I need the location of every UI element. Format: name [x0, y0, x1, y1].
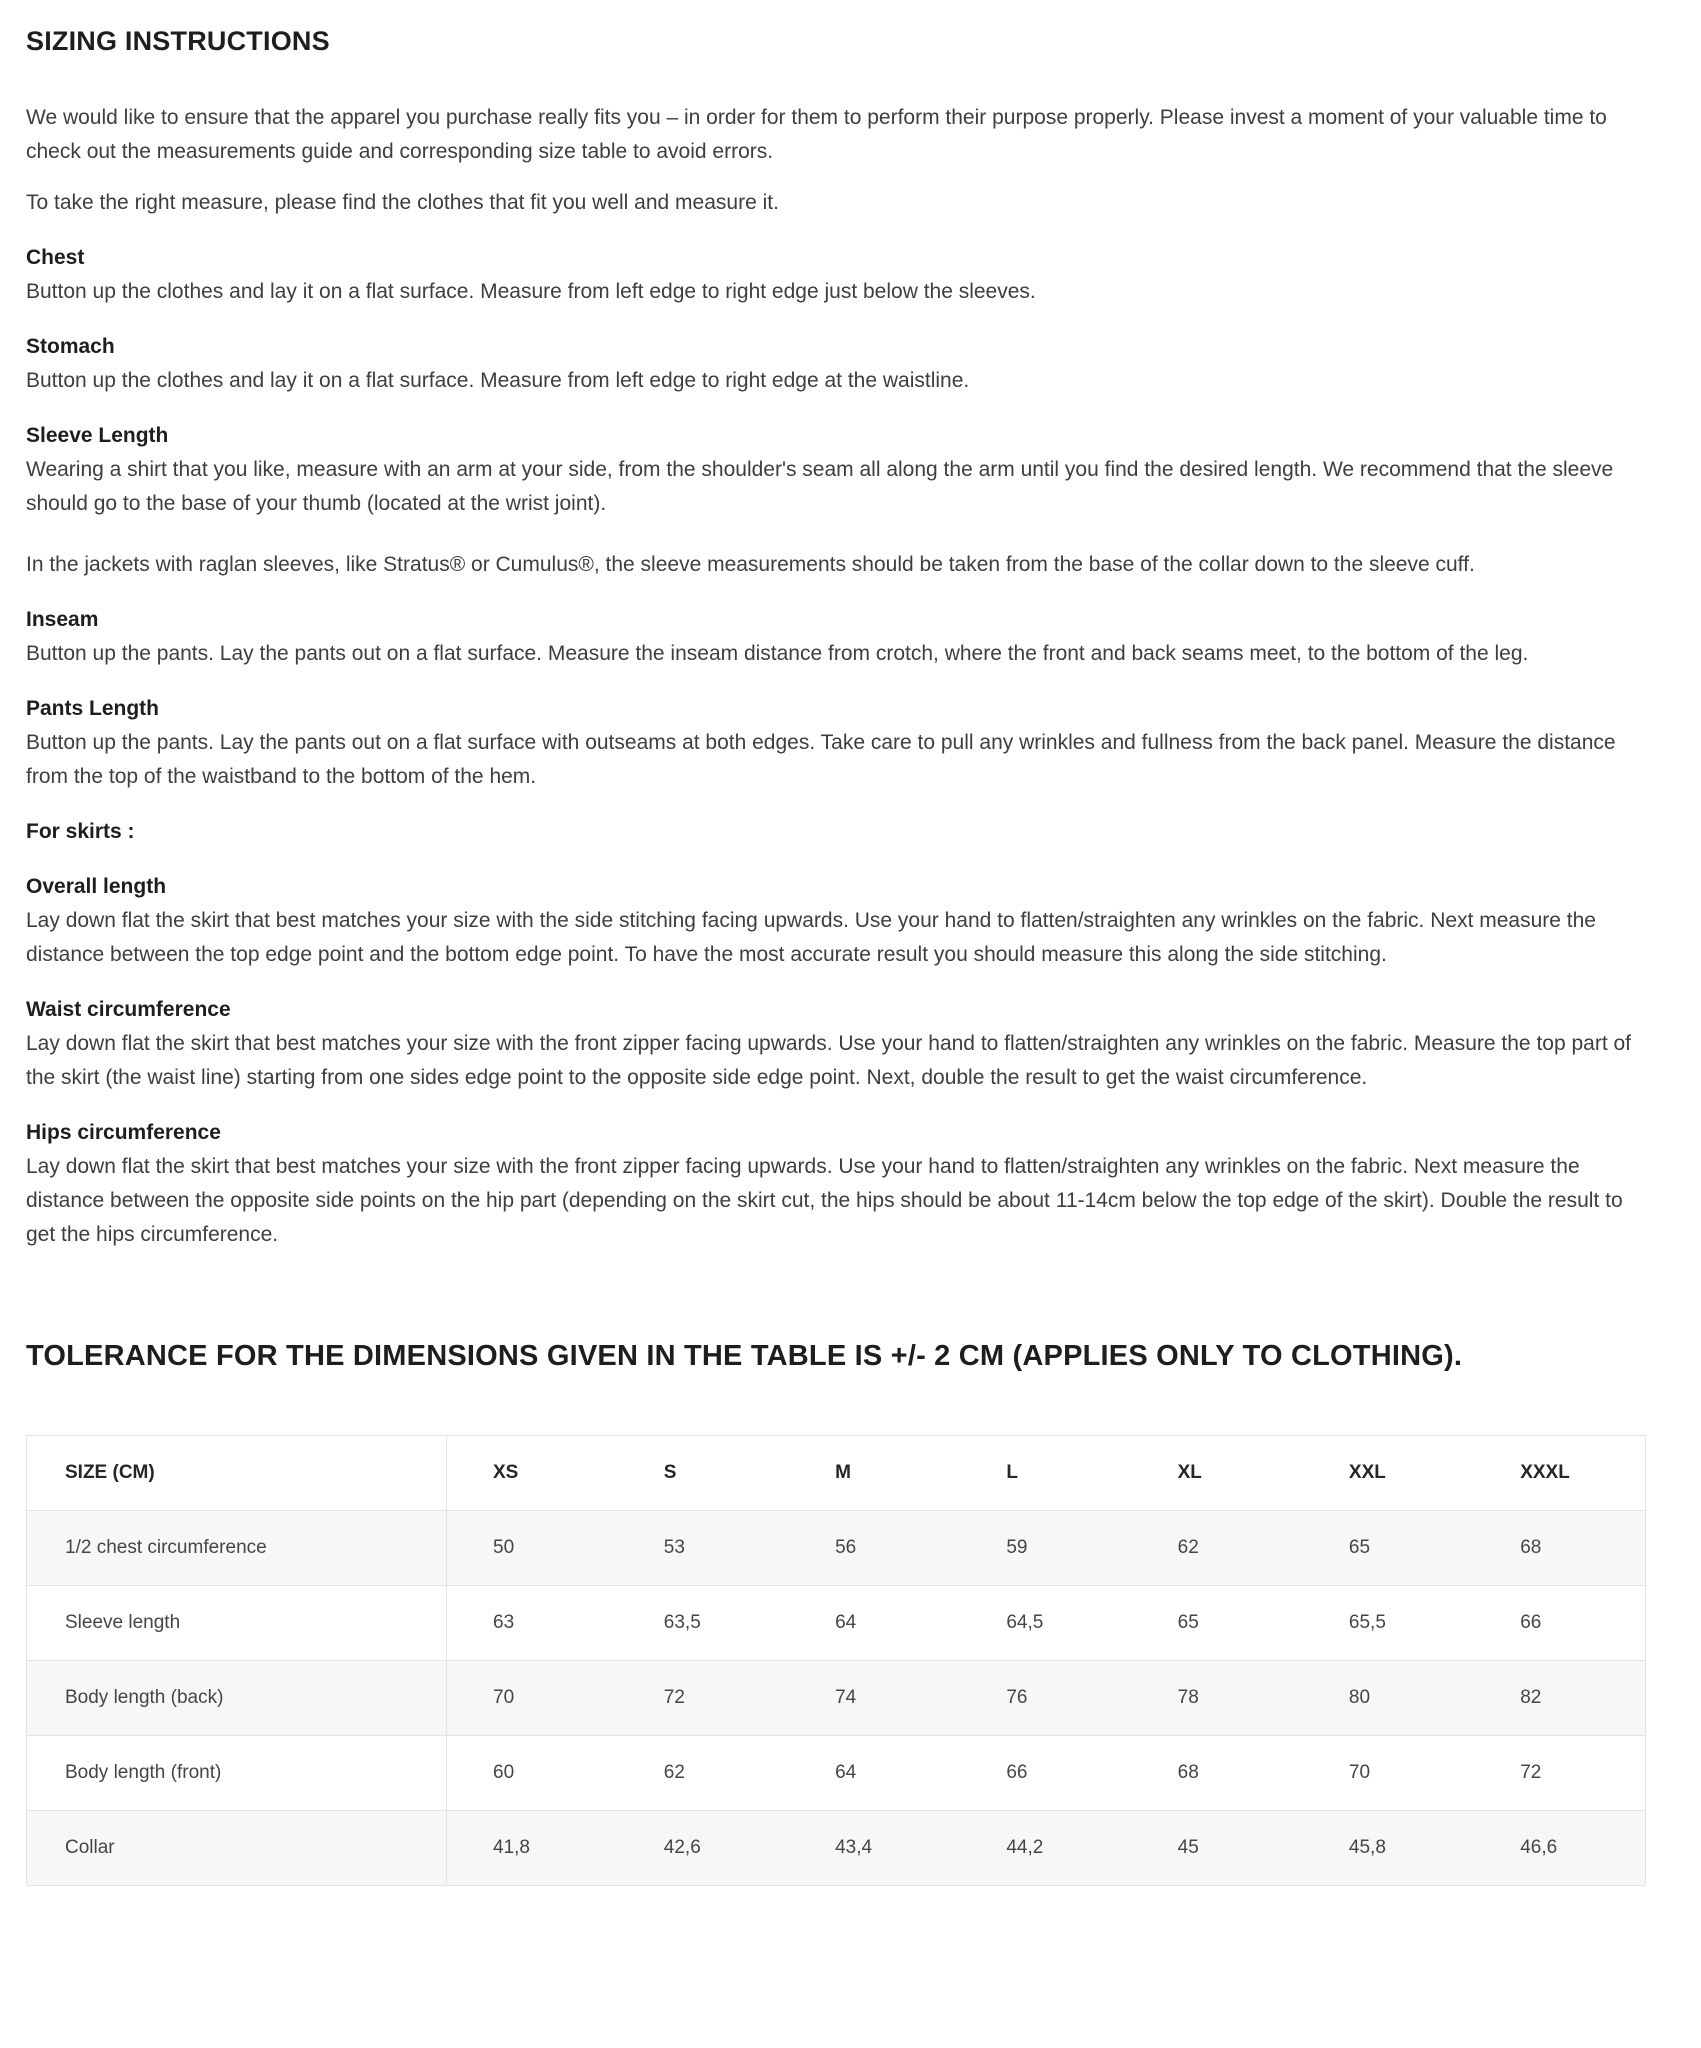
section-body: Wearing a shirt that you like, measure with an arm at your side, from the shoulder's seam all along the arm until you find the desired length. We recommend that the sleeve should go to the base of your thumb (located at the wrist joint). — [26, 458, 1614, 516]
measurement-value: 64,5 — [1006, 1612, 1044, 1634]
measurement-value: 68 — [1177, 1762, 1199, 1784]
section-body: Lay down flat the skirt that best matches your size with the front zipper facing upwards. Use your hand to flatten/straighten any wrinkles on the fabric. Measure the top part of the skirt (the waist line) starting from one sides edge point to the opposite side edge point. Next, double the result to get the waist circumference. — [26, 1032, 1632, 1090]
measurement-value: 65 — [1177, 1612, 1199, 1634]
instruction-section — [26, 419, 1646, 521]
measurement-value: 56 — [835, 1537, 857, 1559]
size-column-header: S — [663, 1462, 677, 1484]
section-heading: Pants Length — [26, 697, 160, 721]
measurement-value: 70 — [1348, 1762, 1371, 1784]
section-body: Button up the clothes and lay it on a flat surface. Measure from left edge to right edge at the waistline. — [26, 369, 970, 393]
measurement-value: 72 — [663, 1687, 685, 1709]
section-body: Lay down flat the skirt that best matches your size with the front zipper facing upwards. Use your hand to flatten/straighten any wrinkles on the fabric. Next measure the distance between the opposite side points on the hip part (depending on the skirt cut, the hips should be about 11-14cm below the top edge of the skirt). Double the result to get the hips circumference. — [26, 1155, 1623, 1247]
instruction-section — [26, 993, 1646, 1095]
instruction-section — [26, 1116, 1646, 1252]
intro-paragraph-1: We would like to ensure that the apparel you purchase really fits you – in order for them to perform their purpose properly. Please invest a moment of your valuable time to check out the measurements guide and corresponding size table to avoid errors. — [26, 106, 1607, 164]
measurement-label: Body length (front) — [27, 1736, 447, 1811]
size-column-header: XS — [493, 1462, 519, 1484]
measurement-value: 59 — [1006, 1537, 1028, 1559]
measurement-value: 76 — [1006, 1687, 1028, 1709]
measurement-label: Collar — [27, 1811, 447, 1886]
page-title: SIZING INSTRUCTIONS — [26, 26, 330, 56]
size-table — [26, 1435, 1646, 1886]
measurement-value: 41,8 — [493, 1837, 530, 1859]
measurement-value: 74 — [835, 1687, 857, 1709]
measurement-value: 64 — [835, 1762, 857, 1784]
section-body: Lay down flat the skirt that best matches your size with the side stitching facing upwards. Use your hand to flatten/straighten any wrinkles on the fabric. Next measure the distance between the top edge point and the bottom edge point. To have the most accurate result you should measure this along the side stitching. — [26, 909, 1596, 967]
measurement-value: 46,6 — [1520, 1837, 1558, 1859]
measurement-value: 82 — [1520, 1687, 1542, 1709]
table-row — [27, 1811, 1646, 1886]
tolerance-heading: TOLERANCE FOR THE DIMENSIONS GIVEN IN THE TABLE IS +/- 2 CM (APPLIES ONLY TO CLOTHING). — [26, 1340, 1463, 1373]
size-column-header: L — [1006, 1462, 1018, 1484]
instruction-section — [26, 241, 1646, 309]
section-heading: Sleeve Length — [26, 424, 169, 448]
measurement-value: 60 — [493, 1762, 515, 1784]
section-body: Button up the pants. Lay the pants out on a flat surface. Measure the inseam distance from crotch, where the front and back seams meet, to the bottom of the leg. — [26, 642, 1529, 666]
section-heading: Chest — [26, 246, 85, 270]
measurement-value: 63,5 — [663, 1612, 701, 1634]
section-body: In the jackets with raglan sleeves, like Stratus® or Cumulus®, the sleeve measurements should be taken from the base of the collar down to the sleeve cuff. — [26, 553, 1475, 577]
instruction-section — [26, 330, 1646, 398]
measurement-label: Body length (back) — [27, 1661, 447, 1736]
measurement-value: 65,5 — [1348, 1612, 1386, 1634]
section-heading: Inseam — [26, 608, 99, 632]
measurement-value: 66 — [1006, 1762, 1028, 1784]
table-row — [27, 1586, 1646, 1661]
section-heading: Overall length — [26, 875, 167, 899]
table-row — [27, 1736, 1646, 1811]
measurement-value: 62 — [663, 1762, 685, 1784]
measurement-value: 63 — [493, 1612, 515, 1634]
size-column-header: XXXL — [1520, 1462, 1570, 1484]
section-heading: For skirts : — [26, 820, 135, 844]
measurement-value: 45,8 — [1348, 1837, 1386, 1859]
measurement-value: 53 — [663, 1537, 685, 1559]
measurement-value: 45 — [1177, 1837, 1199, 1859]
instruction-section — [26, 548, 1646, 582]
section-heading: Stomach — [26, 335, 115, 359]
measurement-label: Sleeve length — [27, 1586, 447, 1661]
instruction-sections — [26, 241, 1646, 1252]
section-body: Button up the clothes and lay it on a flat surface. Measure from left edge to right edge just below the sleeves. — [26, 280, 1036, 304]
instruction-section — [26, 815, 1646, 849]
measurement-value: 64 — [835, 1612, 857, 1634]
measurement-value: 65 — [1348, 1537, 1371, 1559]
measurement-value: 72 — [1520, 1762, 1542, 1784]
section-heading: Waist circumference — [26, 998, 231, 1022]
measurement-value: 78 — [1177, 1687, 1199, 1709]
measurement-value: 43,4 — [835, 1837, 873, 1859]
instruction-section — [26, 692, 1646, 794]
size-column-header: XL — [1177, 1462, 1202, 1484]
table-row — [27, 1661, 1646, 1736]
measurement-value: 62 — [1177, 1537, 1199, 1559]
measurement-value: 44,2 — [1006, 1837, 1044, 1859]
measurement-value: 70 — [493, 1687, 515, 1709]
section-body: Button up the pants. Lay the pants out on a flat surface with outseams at both edges. Take care to pull any wrinkles and fullness from the back panel. Measure the distance from the top of the waistband to the bottom of the hem. — [26, 731, 1616, 789]
size-column-header: M — [835, 1462, 851, 1484]
intro-paragraph-2: To take the right measure, please find the clothes that fit you well and measure it. — [26, 191, 779, 215]
size-column-header: XXL — [1348, 1462, 1386, 1484]
measurement-value: 80 — [1348, 1687, 1371, 1709]
measurement-label: 1/2 chest circumference — [27, 1511, 447, 1586]
measurement-value: 50 — [493, 1537, 515, 1559]
instruction-section — [26, 870, 1646, 972]
measurement-value: 42,6 — [663, 1837, 701, 1859]
instruction-section — [26, 603, 1646, 671]
section-heading: Hips circumference — [26, 1121, 221, 1145]
measurement-value: 68 — [1520, 1537, 1542, 1559]
measurement-value: 66 — [1520, 1612, 1542, 1634]
table-row — [27, 1511, 1646, 1586]
table-header-row — [27, 1436, 1646, 1511]
size-unit-header: SIZE (CM) — [27, 1436, 447, 1511]
